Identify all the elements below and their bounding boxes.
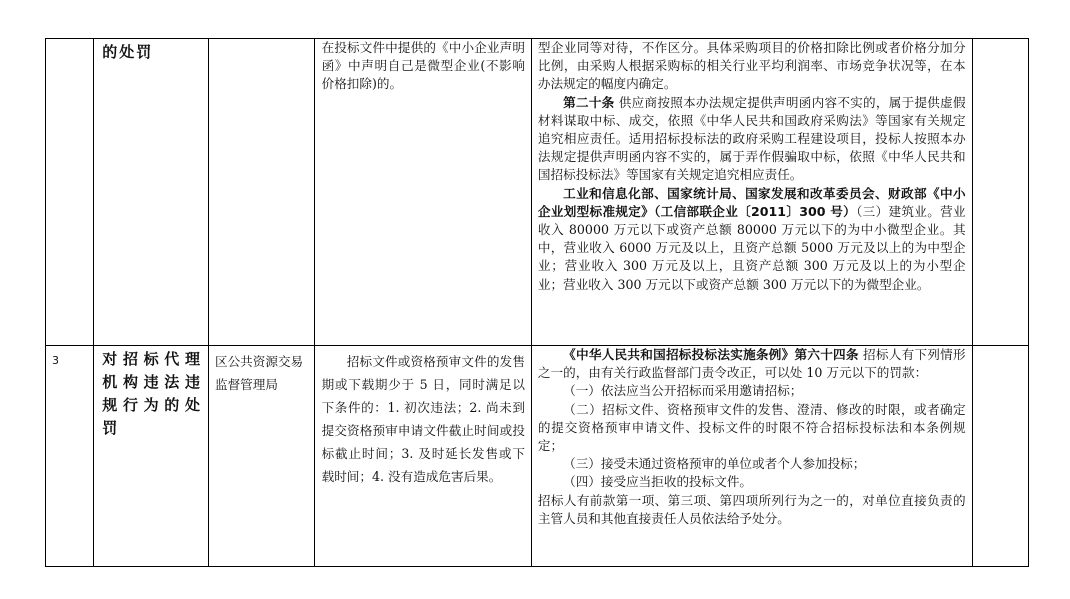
- penalty-table: [45, 38, 1029, 567]
- blank-cell: [972, 39, 1028, 346]
- list-item: （三）接受未通过资格预审的单位或者个人参加投标；: [563, 456, 866, 472]
- applicable-condition: 招标文件或资格预审文件的发售期或下载期少于 5 日，同时满足以下条件的：1. 初次违法；2. 尚未到提交资格预审申请文件截止时间或投标截止时间；3. 及时延长发售或下载时间；4. 没有造成危害后果。: [314, 346, 531, 567]
- table-row: [46, 346, 1029, 567]
- list-item: （四）接受应当拒收的投标文件。: [563, 474, 753, 490]
- blank-cell: [972, 346, 1028, 567]
- legal-basis: [531, 346, 972, 567]
- table-row: [46, 39, 1029, 346]
- regulation-title: 《中华人民共和国招标投标法实施条例》第六十四条: [563, 347, 859, 362]
- row-number: 3: [46, 346, 94, 567]
- regulation-title: 工业和信息化部、国家统计局、国家发展和改革委员会、财政部《中小企业划型标准规定》（工信部联企业〔2011〕300 号）: [537, 185, 966, 219]
- penalty-item: 的处罚: [94, 39, 209, 346]
- legal-paragraph: [538, 94, 966, 185]
- applicable-condition: 在投标文件中提供的《中小企业声明函》中声明自己是微型企业(不影响价格扣除)的。: [314, 39, 531, 346]
- legal-basis: [531, 39, 972, 346]
- legal-paragraph: [538, 346, 966, 382]
- article-text: 招标人有下列情形之一的，由有关行政监督部门责令改正，可以处 10 万元以下的罚款：: [537, 347, 966, 381]
- regulation-text: （三）建筑业。营业收入 80000 万元以下或资产总额 80000 万元以下的为中小微型企业。其中，营业收入 6000 万元及以上，且资产总额 5000 万元及以上的为中型企业；营业收入 300 万元及以上，且资产总额 300 万元及以上的为小型企业；营业收入 300 万元以下或资产总额 300 万元以下的为微型企业。: [537, 203, 966, 292]
- penalty-item: 对招标代理机构违法违规行为的处罚: [94, 346, 209, 567]
- list-item: （二）招标文件、资格预审文件的发售、澄清、修改的时限，或者确定的提交资格预审申请文件、投标文件的时限不符合招标投标法和本条例规定；: [537, 401, 966, 454]
- list-item: （一）依法应当公开招标而采用邀请招标；: [563, 383, 803, 399]
- legal-paragraph: 招标人有前款第一项、第三项、第四项所列行为之一的，对单位直接负责的主管人员和其他直接责任人员依法给予处分。: [537, 492, 966, 526]
- legal-paragraph: [538, 185, 966, 294]
- enforcement-dept: 区公共资源交易监督管理局: [208, 346, 314, 567]
- legal-paragraph: 型企业同等对待，不作区分。具体采购项目的价格扣除比例或者价格分加分比例，由采购人根据采购标的相关行业平均利润率、市场竞争状况等，在本办法规定的幅度内确定。: [537, 40, 966, 92]
- article-title: 第二十条: [563, 94, 615, 110]
- row-number: [46, 39, 94, 346]
- enforcement-dept: [208, 39, 314, 346]
- article-text: 供应商按照本办法规定提供声明函内容不实的，属于提供虚假材料谋取中标、成交，依照《中华人民共和国政府采购法》等国家有关规定追究相应责任。适用招标投标法的政府采购工程建设项目，投标人按照本办法规定提供声明函内容不实的，属于弄作假骗取中标，依照《中华人民共和国招标投标法》等国家有关规定追究相应责任。: [537, 94, 966, 183]
